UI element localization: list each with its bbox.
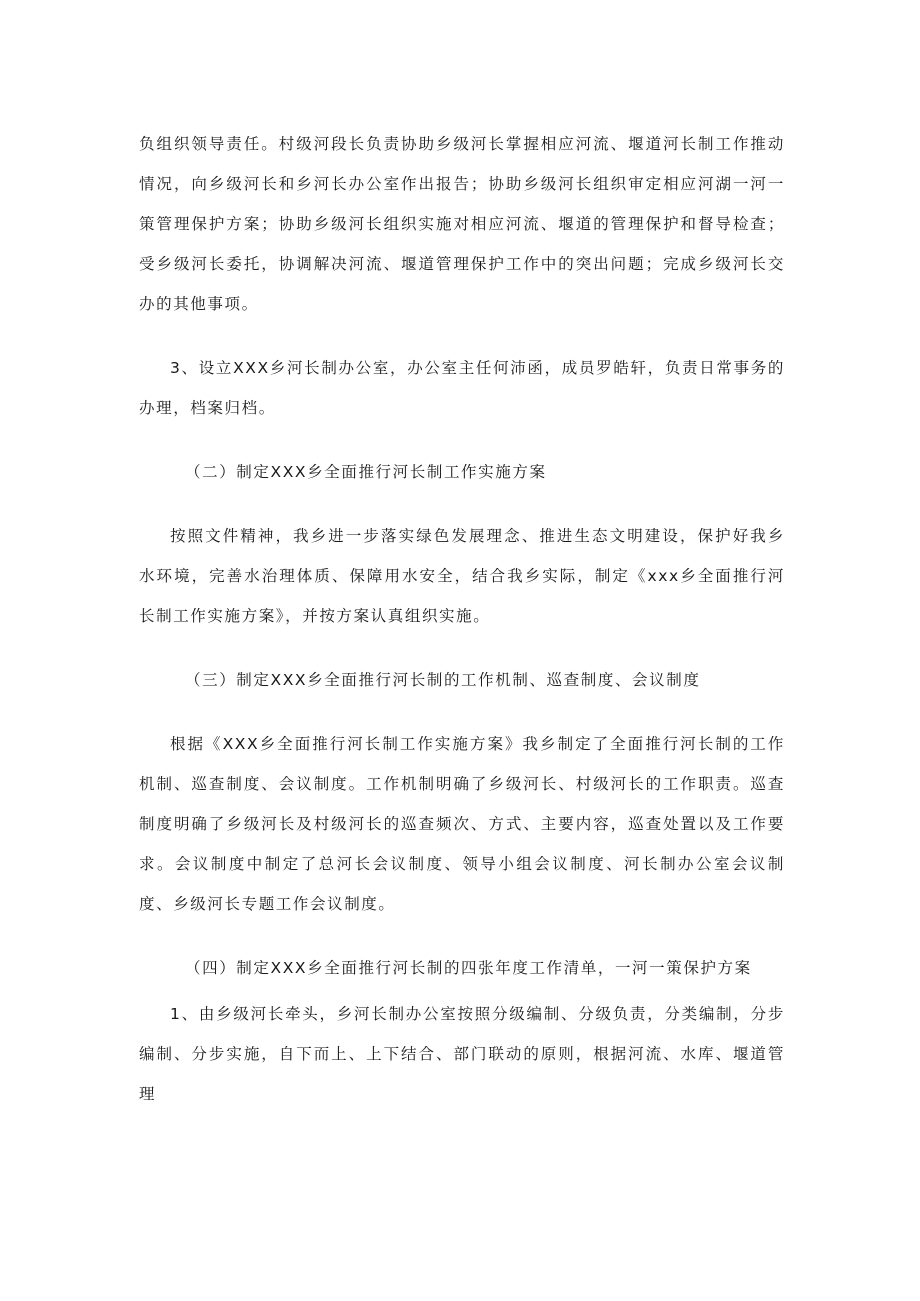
paragraph-office-setup: 3、设立XXX乡河长制办公室，办公室主任何沛函，成员罗皓轩，负责日常事务的办理，档案归档。 — [139, 359, 785, 417]
paragraph-work-mechanism: 根据《XXX乡全面推行河长制工作实施方案》我乡制定了全面推行河长制的工作机制、巡查制度、会议制度。工作机制明确了乡级河长、村级河长的工作职责。巡查制度明确了乡级河长及村级河长的巡查频次、方式、主要内容，巡查处置以及工作要求。会议制度中制定了总河长会议制度、领导小组会议制度、河长制办公室会议制度、乡级河长专题工作会议制度。 — [139, 735, 785, 913]
paragraph-gap — [139, 428, 785, 452]
paragraph-annual-work-lists: 1、由乡级河长牵头，乡河长制办公室按照分级编制、分级负责，分类编制，分步编制、分步实施，自下而上、上下结合、部门联动的原则，根据河流、水库、堰道管理 — [139, 1005, 785, 1103]
paragraph-gap — [139, 924, 785, 948]
paragraph-river-chief-duties: 负组织领导责任。村级河段长负责协助乡级河长掌握相应河流、堰道河长制工作推动情况，向乡级河长和乡河长办公室作出报告；协助乡级河长组织审定相应河湖一河一策管理保护方案；协助乡级河长组织实施对相应河流、堰道的管理保护和督导检查；受乡级河长委托，协调解决河流、堰道管理保护工作中的突出问题；完成乡级河长交办的其他事项。 — [139, 135, 785, 313]
paragraph-gap — [139, 700, 785, 724]
paragraph-gap — [139, 492, 785, 516]
section-heading-annual-work-lists: （四）制定XXX乡全面推行河长制的四张年度工作清单，一河一策保护方案 — [185, 959, 752, 977]
paragraph-implementation-plan: 按照文件精神，我乡进一步落实绿色发展理念、推进生态文明建设，保护好我乡水环境，完善水治理体质、保障用水安全，结合我乡实际，制定《xxx乡全面推行河长制工作实施方案》，并按方案认真组织实施。 — [139, 527, 785, 625]
paragraph-gap — [139, 636, 785, 660]
section-heading-work-mechanism: （三）制定XXX乡全面推行河长制的工作机制、巡查制度、会议制度 — [185, 671, 701, 689]
section-heading-implementation-plan: （二）制定XXX乡全面推行河长制工作实施方案 — [185, 463, 547, 481]
document-body — [139, 124, 785, 1114]
paragraph-gap — [139, 324, 785, 348]
